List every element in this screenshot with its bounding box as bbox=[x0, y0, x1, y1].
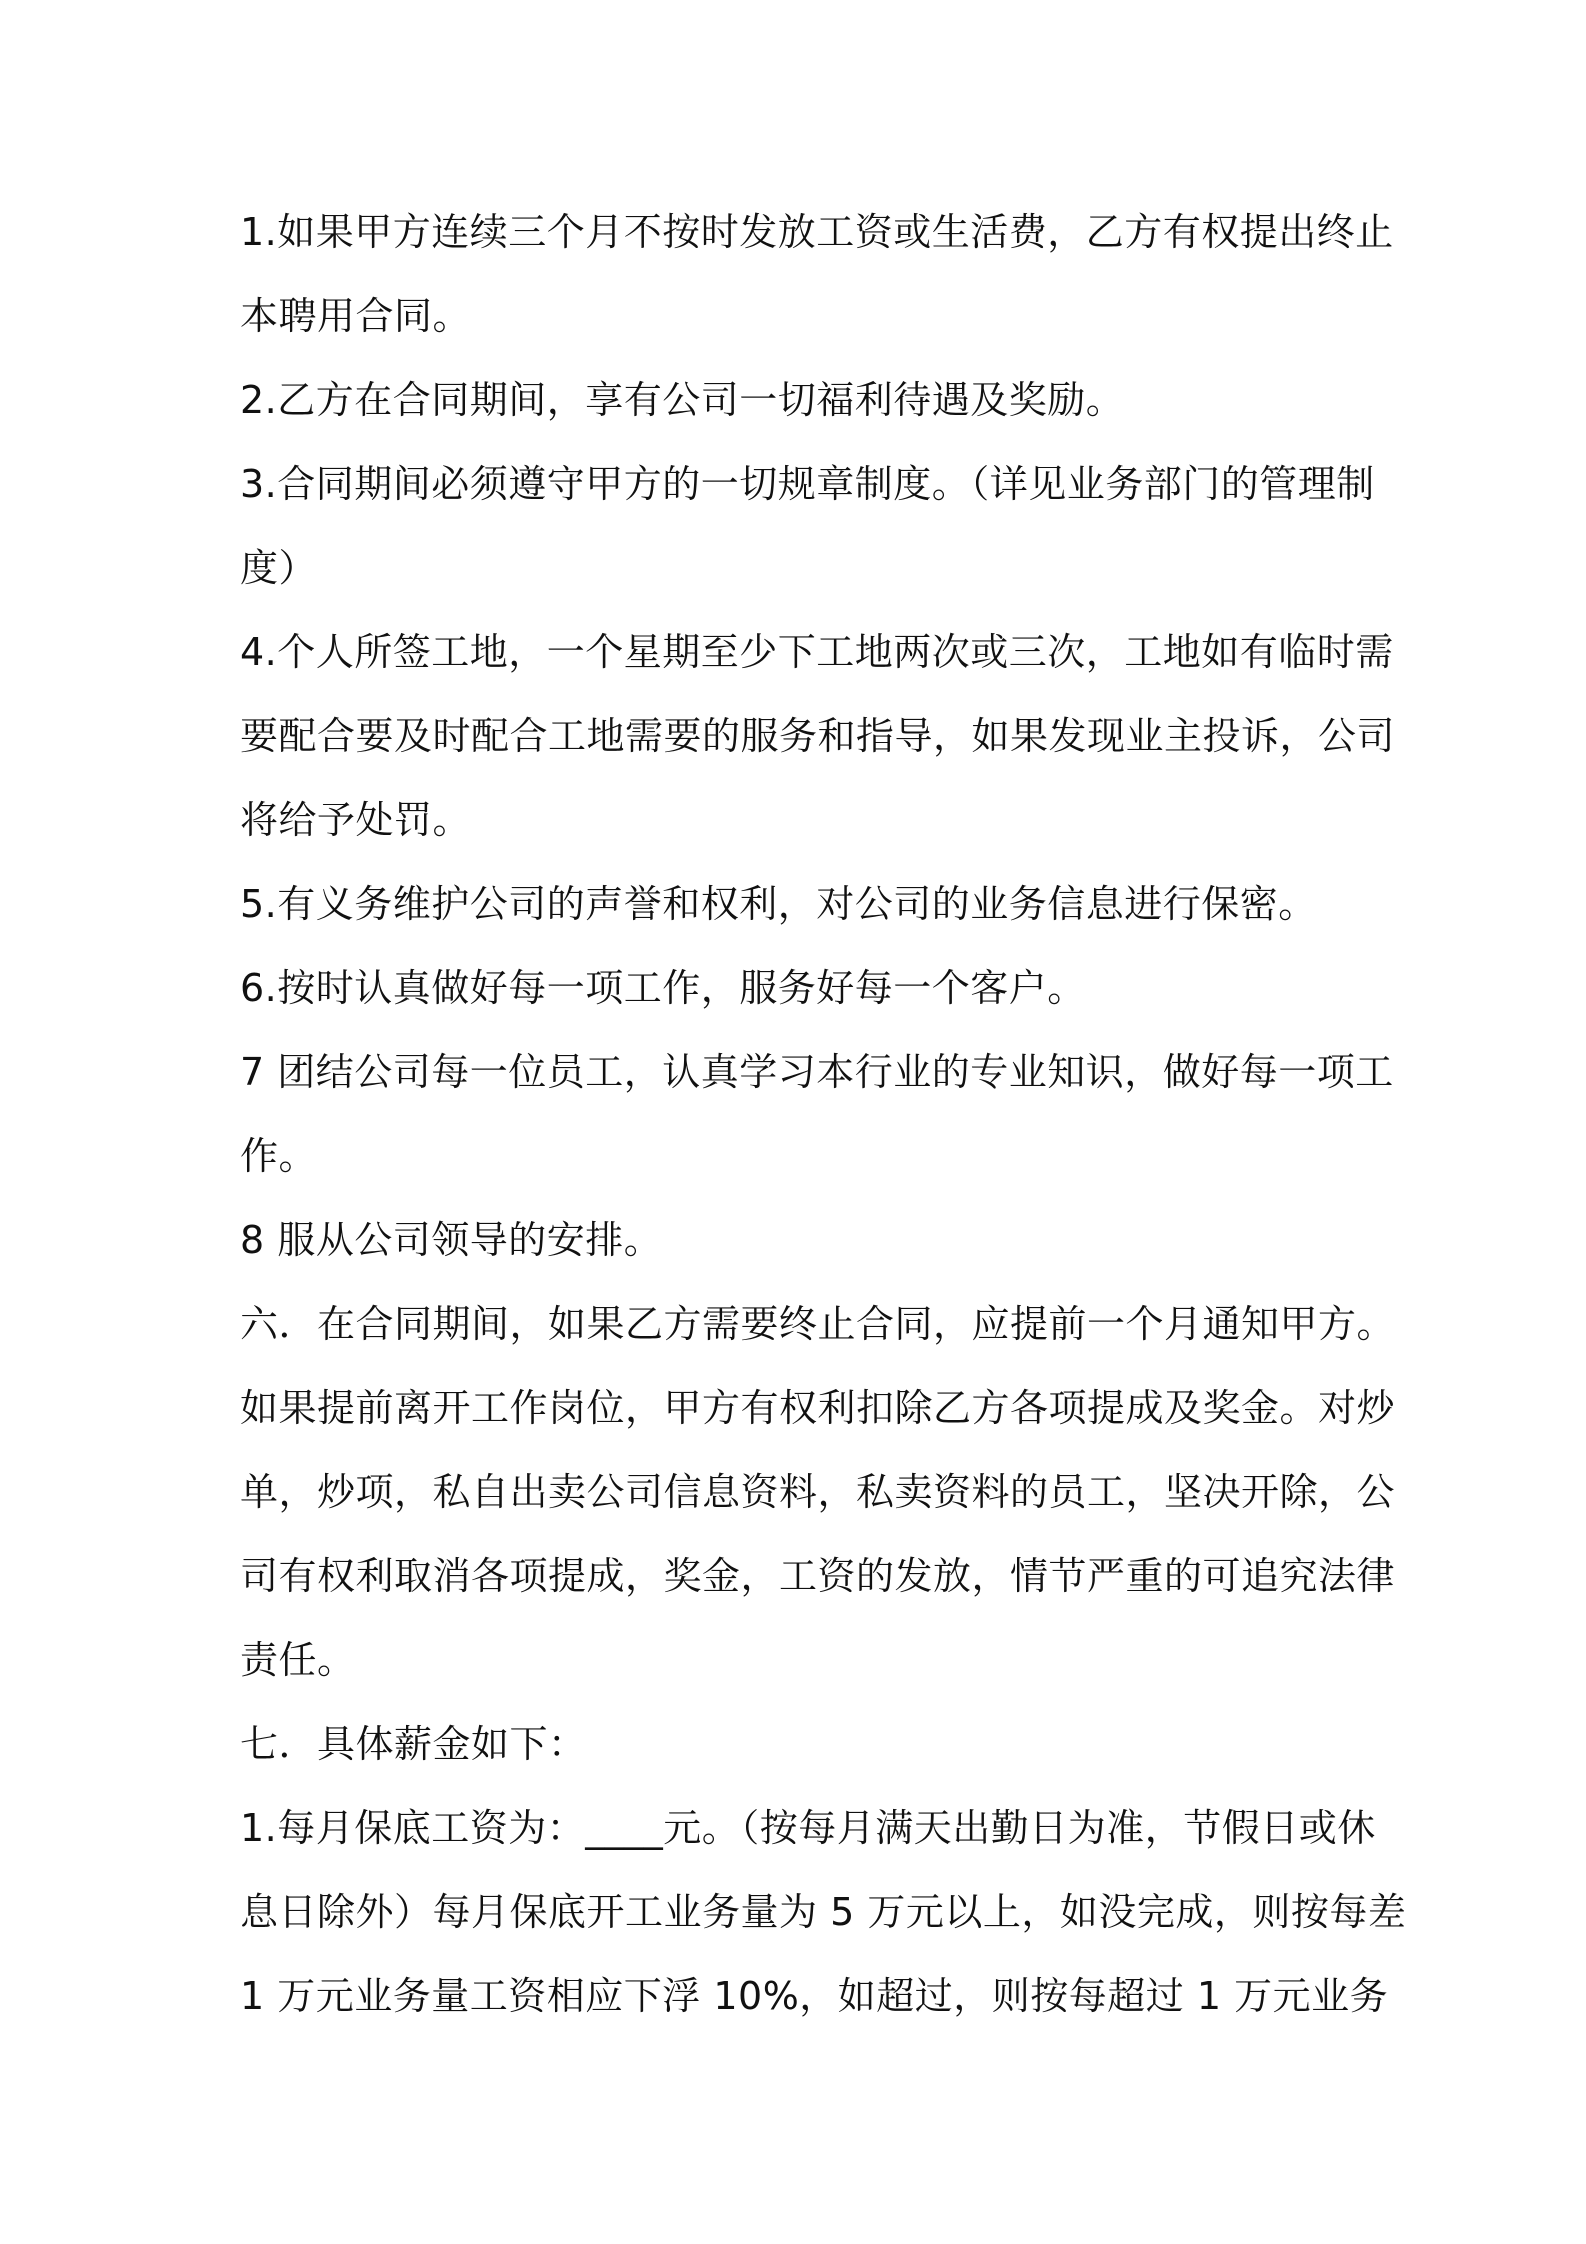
text-line: 1.每月保底工资为：____元。（按每月满天出勤日为准，节假日或休 bbox=[240, 1806, 1376, 1850]
text-line: 本聘用合同。 bbox=[240, 294, 472, 338]
text-line: 单，炒项，私自出卖公司信息资料，私卖资料的员工，坚决开除，公 bbox=[240, 1470, 1396, 1514]
text-line: 将给予处罚。 bbox=[240, 798, 472, 842]
text-line: 度） bbox=[240, 546, 318, 590]
text-line: 8 服从公司领导的安排。 bbox=[240, 1218, 663, 1262]
text-line: 七．具体薪金如下： bbox=[240, 1722, 587, 1766]
text-line: 6.按时认真做好每一项工作，服务好每一个客户。 bbox=[240, 966, 1086, 1010]
text-line: 7 团结公司每一位员工，认真学习本行业的专业知识，做好每一项工 bbox=[240, 1050, 1394, 1094]
text-line: 司有权利取消各项提成，奖金，工资的发放，情节严重的可追究法律 bbox=[240, 1554, 1396, 1598]
text-line: 1 万元业务量工资相应下浮 10%，如超过，则按每超过 1 万元业务 bbox=[240, 1974, 1389, 2018]
text-line: 如果提前离开工作岗位，甲方有权利扣除乙方各项提成及奖金。对炒 bbox=[240, 1386, 1396, 1430]
document-body bbox=[240, 190, 1407, 2038]
text-line: 息日除外）每月保底开工业务量为 5 万元以上，如没完成，则按每差 bbox=[240, 1890, 1407, 1934]
text-line: 4.个人所签工地，一个星期至少下工地两次或三次，工地如有临时需 bbox=[240, 630, 1394, 674]
text-line: 5.有义务维护公司的声誉和权利，对公司的业务信息进行保密。 bbox=[240, 882, 1317, 926]
text-line: 要配合要及时配合工地需要的服务和指导，如果发现业主投诉，公司 bbox=[240, 714, 1396, 758]
text-line: 责任。 bbox=[240, 1638, 356, 1682]
text-line: 3.合同期间必须遵守甲方的一切规章制度。（详见业务部门的管理制 bbox=[240, 462, 1375, 506]
text-line: 2.乙方在合同期间，享有公司一切福利待遇及奖励。 bbox=[240, 378, 1125, 422]
text-line: 作。 bbox=[240, 1134, 318, 1178]
text-line: 六．在合同期间，如果乙方需要终止合同，应提前一个月通知甲方。 bbox=[240, 1302, 1396, 1346]
text-line: 1.如果甲方连续三个月不按时发放工资或生活费，乙方有权提出终止 bbox=[240, 210, 1394, 254]
